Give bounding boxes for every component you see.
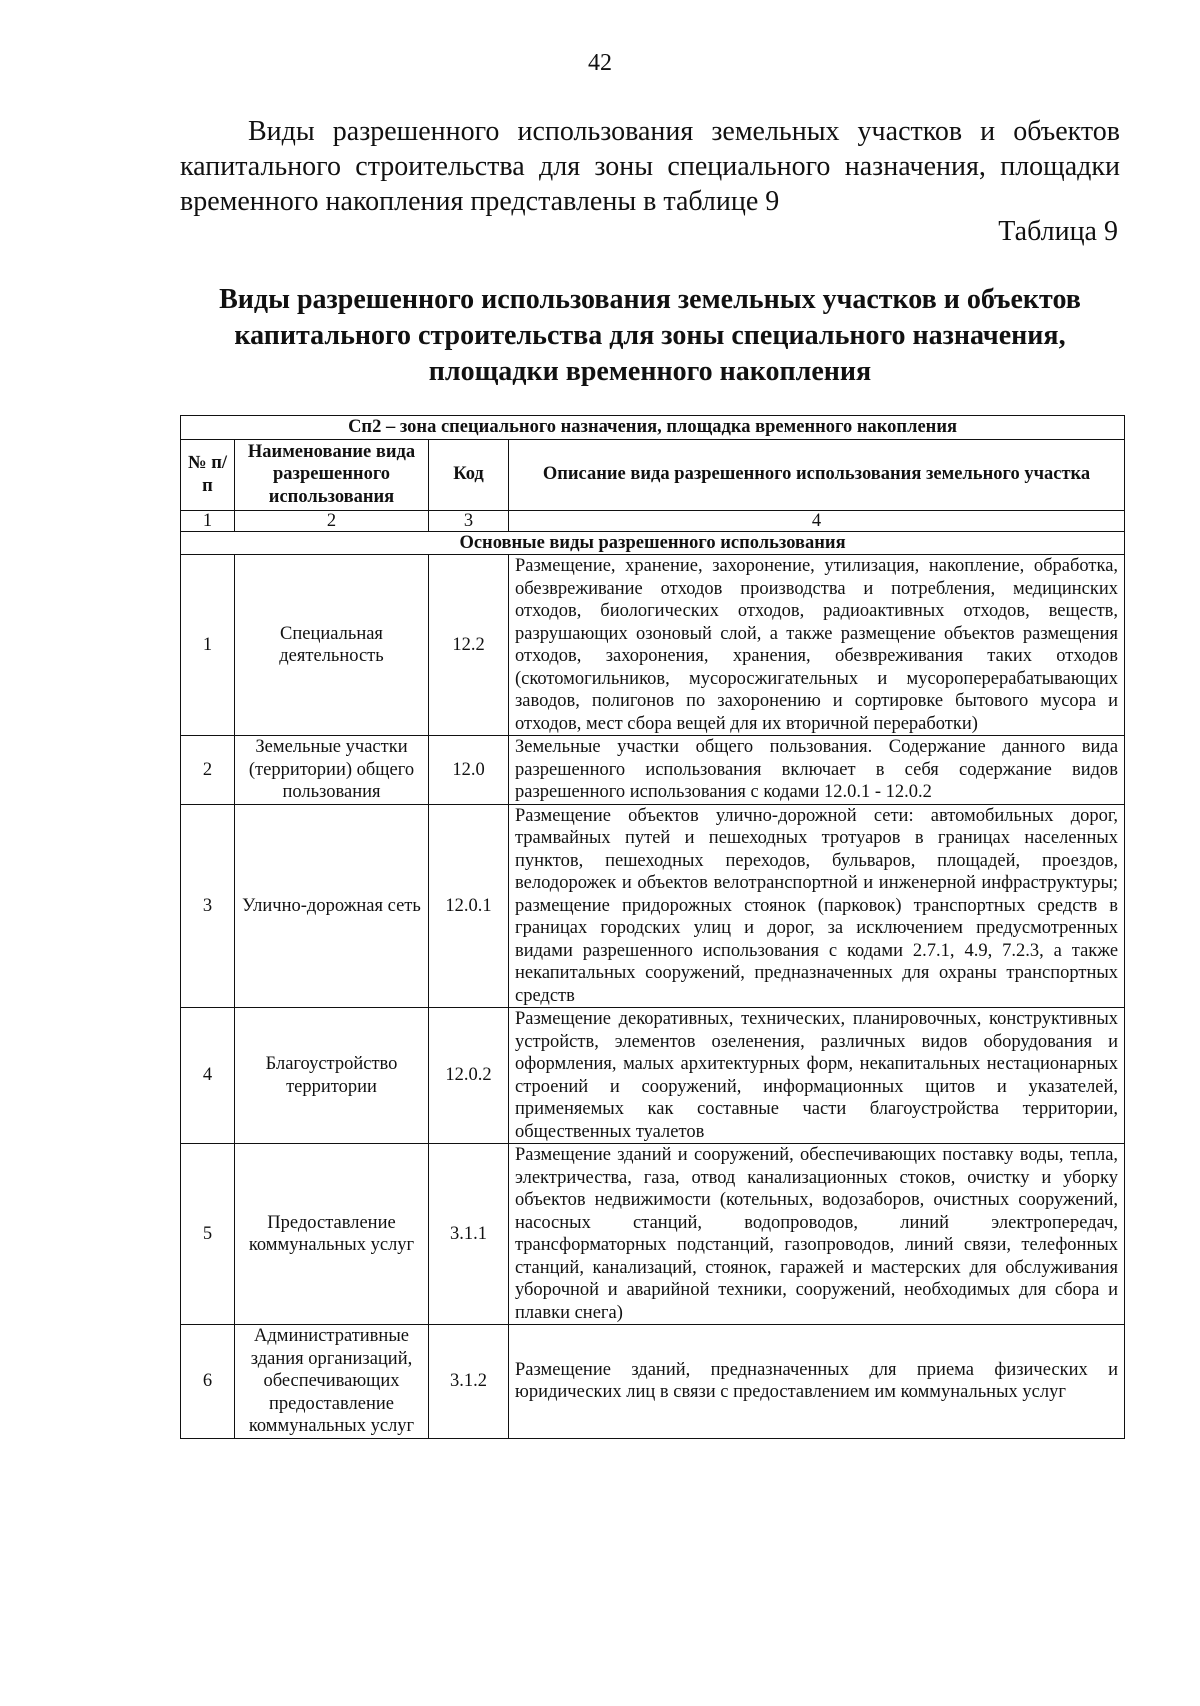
use-type-name: Специальная деятельность (235, 555, 429, 736)
use-type-description: Размещение объектов улично-дорожной сети: автомобильных дорог, трамвайных путей и пешеходных тротуаров в границах населенных пунктов, пешеходных переходов, бульваров, площадей, проездов, велодорожек и объектов велотранспортной и инженерной инфраструктуры; размещение придорожных стоянок (парковок) транспортных средств в границах городских улиц и дорог, за исключением предусмотренных видами разрешенного использования с кодами 2.7.1, 4.9, 7.2.3, а также некапитальных сооружений, предназначенных для охраны транспортных средств (509, 804, 1125, 1008)
use-type-description: Размещение декоративных, технических, планировочных, конструктивных устройств, элементов озеленения, различных видов оборудования и оформления, малых архитектурных форм, некапитальных нестационарных строений и сооружений, информационных щитов и указателей, применяемых как составные части благоустройства территории, общественных туалетов (509, 1008, 1125, 1144)
column-number: 2 (235, 510, 429, 531)
use-type-code: 12.0 (429, 736, 509, 805)
use-type-code: 12.0.2 (429, 1008, 509, 1144)
column-header-number: № п/п (181, 439, 235, 510)
use-type-code: 3.1.1 (429, 1144, 509, 1325)
column-header-name: Наименование вида разрешенного использования (235, 439, 429, 510)
row-number: 1 (181, 555, 235, 736)
row-number: 2 (181, 736, 235, 805)
intro-paragraph: Виды разрешенного использования земельных участков и объектов капитального строительства для зоны специального назначения, площадки временного накопления представлены в таблице 9 (180, 116, 1120, 217)
page-number: 42 (588, 50, 612, 76)
land-use-table (180, 415, 1125, 1439)
row-number: 5 (181, 1144, 235, 1325)
use-type-name: Земельные участки (территории) общего пользования (235, 736, 429, 805)
use-type-code: 12.0.1 (429, 804, 509, 1008)
zone-header: Сп2 – зона специального назначения, площадка временного накопления (181, 416, 1125, 440)
use-type-code: 3.1.2 (429, 1325, 509, 1439)
use-type-name: Предоставление коммунальных услуг (235, 1144, 429, 1325)
row-number: 6 (181, 1325, 235, 1439)
column-number: 1 (181, 510, 235, 531)
table-row (181, 1144, 1125, 1325)
use-type-description: Размещение, хранение, захоронение, утилизация, накопление, обработка, обезвреживание отходов производства и потребления, медицинских отходов, биологических отходов, радиоактивных отходов, веществ, разрушающих озоновый слой, а также размещение объектов размещения отходов, захоронения, хранения, обезвреживания таких отходов (скотомогильников, мусоросжигательных и мусороперерабатывающих заводов, полигонов по захоронению и сортировке бытового мусора и отходов, мест сбора вещей для их вторичной переработки) (509, 555, 1125, 736)
table-row (181, 555, 1125, 736)
column-header-description: Описание вида разрешенного использования земельного участка (509, 439, 1125, 510)
row-number: 4 (181, 1008, 235, 1144)
use-type-name: Благоустройство территории (235, 1008, 429, 1144)
column-number: 3 (429, 510, 509, 531)
table-caption: Таблица 9 (998, 216, 1118, 247)
table-row (181, 804, 1125, 1008)
table-row (181, 1008, 1125, 1144)
section-title: Основные виды разрешенного использования (181, 531, 1125, 555)
use-type-name: Административные здания организаций, обеспечивающих предоставление коммунальных услуг (235, 1325, 429, 1439)
column-header-code: Код (429, 439, 509, 510)
table-row (181, 1325, 1125, 1439)
use-type-description: Земельные участки общего пользования. Содержание данного вида разрешенного использования включает в себя содержание видов разрешенного использования с кодами 12.0.1 - 12.0.2 (509, 736, 1125, 805)
column-number: 4 (509, 510, 1125, 531)
use-type-name: Улично-дорожная сеть (235, 804, 429, 1008)
use-type-description: Размещение зданий и сооружений, обеспечивающих поставку воды, тепла, электричества, газа, отвод канализационных стоков, очистку и уборку объектов недвижимости (котельных, водозаборов, очистных сооружений, насосных станций, водопроводов, линий электропередач, трансформаторных подстанций, газопроводов, линий связи, телефонных станций, канализаций, стоянок, гаражей и мастерских для обслуживания уборочной и аварийной техники, сооружений, необходимых для сбора и плавки снега) (509, 1144, 1125, 1325)
table-title: Виды разрешенного использования земельных участков и объектов капитального строительства для зоны специального назначения, площадки временного накопления (219, 284, 1081, 387)
table-row (181, 736, 1125, 805)
use-type-description: Размещение зданий, предназначенных для приема физических и юридических лиц в связи с предоставлением им коммунальных услуг (509, 1325, 1125, 1439)
use-type-code: 12.2 (429, 555, 509, 736)
row-number: 3 (181, 804, 235, 1008)
